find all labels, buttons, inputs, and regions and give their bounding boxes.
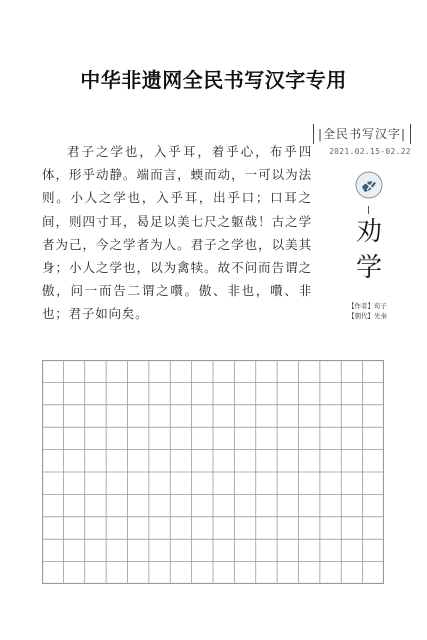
date-range: 2021.02.15-02.22: [329, 147, 411, 156]
dynasty-row: [348, 312, 387, 321]
divider: [368, 206, 369, 214]
campaign-tag: |全民书写汉字|: [313, 124, 411, 144]
dynasty-key: 【朝代】: [348, 312, 374, 320]
dynasty-value: 先秦: [374, 312, 387, 320]
author-row: [348, 302, 387, 311]
writing-grid[interactable]: [42, 360, 384, 584]
passage-text: 君子之学也，入乎耳，着乎心，布乎四体，形乎动静。端而言，蝡而动，一可以为法则。小人之学也，入乎耳，出乎口；口耳之间，则四寸耳，曷足以美七尺之躯哉！古之学者为己，今之学者为人。君子之学也，以美其身；小人之学也，以为禽犊。故不问而告谓之傲，问一而告二谓之囋。傲、非也，囋、非也；君子如向矣。: [42, 144, 312, 322]
work-title: 劝学: [355, 217, 382, 283]
author-value: 荀子: [374, 302, 387, 310]
author-key: 【作者】: [348, 302, 374, 310]
seal-icon: [354, 170, 384, 200]
page-title: 中华非遗网全民书写汉字专用: [80, 68, 347, 92]
passage: [42, 140, 312, 326]
